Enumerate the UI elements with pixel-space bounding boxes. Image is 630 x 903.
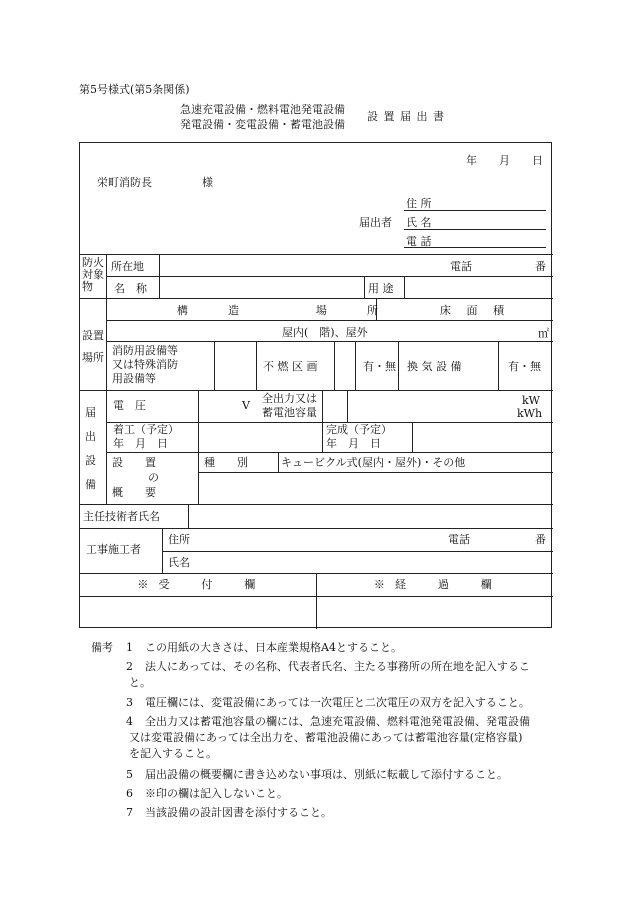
note-number: 3	[126, 696, 133, 709]
notification-form	[79, 142, 552, 628]
noncombustible-choice[interactable]: 有・無	[363, 360, 396, 373]
note-number: 2	[126, 660, 133, 673]
complete-label: 完成（予定） 年 月 日	[326, 423, 392, 450]
note-text: 法人にあっては、その名称、代表者氏名、主たる事務所の所在地を記入するこ	[145, 660, 530, 673]
notifier-name-label: 氏 名	[406, 216, 432, 229]
note-text: 当該設備の設計図書を添付すること。	[145, 806, 332, 819]
start-label: 着工（予定） 年 月 日	[113, 423, 179, 450]
ventilation-choice[interactable]: 有・無	[508, 360, 541, 373]
place-header: 場 所	[315, 304, 385, 317]
voltage-label: 電 圧	[113, 399, 146, 412]
addressee: 栄町消防長	[97, 176, 152, 189]
note-text: ※印の欄は記入しないこと。	[145, 787, 288, 800]
contractor-label: 工事施工者	[86, 543, 141, 556]
type-value[interactable]: キュービクル式(屋内・屋外)・その他	[281, 456, 466, 469]
note-number: 4	[126, 715, 133, 728]
voltage-unit: V	[242, 399, 250, 412]
title-suffix: 設 置 届 出 書	[367, 110, 445, 123]
unit-m2: ㎡	[538, 327, 549, 340]
form-number: 第5号様式(第5条関係)	[79, 83, 190, 96]
target-name-label: 名 称	[114, 282, 147, 295]
note-text: 電圧欄には、変電設備にあっては一次電圧と二次電圧の双方を記入すること。	[145, 696, 530, 709]
title-line-1: 急速充電設備・燃料電池発電設備	[180, 103, 345, 116]
note-text: を記入すること。	[129, 747, 217, 760]
summary-line-2: の	[148, 471, 159, 484]
note-text: 届出設備の概要欄に書き込めない事項は、別紙に転載して添付すること。	[145, 768, 508, 781]
output-label: 全出力又は 蓄電池容量	[262, 392, 317, 419]
summary-line-1: 設 置	[112, 456, 156, 469]
reception-header: ※ 受 付 欄	[137, 578, 259, 591]
noncombustible-label: 不 燃 区 画	[263, 360, 318, 373]
note-number: 1	[126, 641, 133, 654]
type-label: 種 別	[204, 456, 248, 469]
structure-header: 構 造	[176, 304, 246, 317]
notes-heading: 備考	[91, 641, 113, 654]
note-text: と。	[129, 676, 151, 689]
location-input[interactable]	[160, 255, 458, 275]
contractor-phone-suffix: 番	[535, 533, 546, 546]
location-label: 所在地	[111, 260, 144, 273]
indoor-outdoor[interactable]: 屋内( 階)、屋外	[282, 326, 368, 339]
floor-area-header: 床 面 積	[439, 304, 511, 317]
use-label: 用 途	[368, 282, 394, 295]
note-number: 6	[126, 787, 133, 800]
notifier-label: 届出者	[359, 216, 392, 229]
progress-header: ※ 経 過 欄	[373, 578, 496, 591]
site-side-label: 設置 場所	[82, 329, 104, 364]
unit-kwh: kWh	[517, 407, 543, 420]
target-phone-label: 電話	[450, 260, 472, 273]
engineer-label: 主任技術者氏名	[83, 510, 160, 523]
notifier-phone-label: 電 話	[406, 235, 432, 248]
equipment-label: 消防用設備等 又は特殊消防 用設備等	[112, 344, 178, 385]
target-side-label: 防火 対象 物	[82, 256, 104, 293]
note-text: 又は変電設備にあっては全出力を、蓄電池設備にあっては蓄電池容量(定格容量)	[129, 731, 523, 744]
equipment-side-label: 届 出 設 備	[85, 406, 96, 491]
unit-kw: kW	[522, 394, 540, 407]
notifier-address-label: 住 所	[406, 197, 432, 210]
contractor-name-label: 氏名	[168, 556, 190, 569]
contractor-address-label: 住所	[168, 533, 190, 546]
contractor-phone-label: 電話	[448, 533, 470, 546]
note-text: この用紙の大きさは、日本産業規格A4とすること。	[145, 641, 402, 654]
honorific: 様	[202, 176, 213, 189]
date-field[interactable]: 年 月 日	[466, 154, 543, 167]
note-number: 5	[126, 768, 133, 781]
target-phone-suffix: 番	[535, 260, 546, 273]
note-text: 全出力又は蓄電池容量の欄には、急速充電設備、燃料電池発電設備、発電設備	[145, 715, 530, 728]
engineer-input[interactable]	[190, 506, 550, 526]
note-number: 7	[126, 806, 133, 819]
ventilation-label: 換 気 設 備	[407, 360, 462, 373]
summary-line-3: 概 要	[112, 486, 156, 499]
title-line-2: 発電設備・変電設備・蓄電池設備	[180, 118, 345, 131]
target-name-input[interactable]	[160, 277, 363, 297]
use-input[interactable]	[405, 277, 551, 297]
